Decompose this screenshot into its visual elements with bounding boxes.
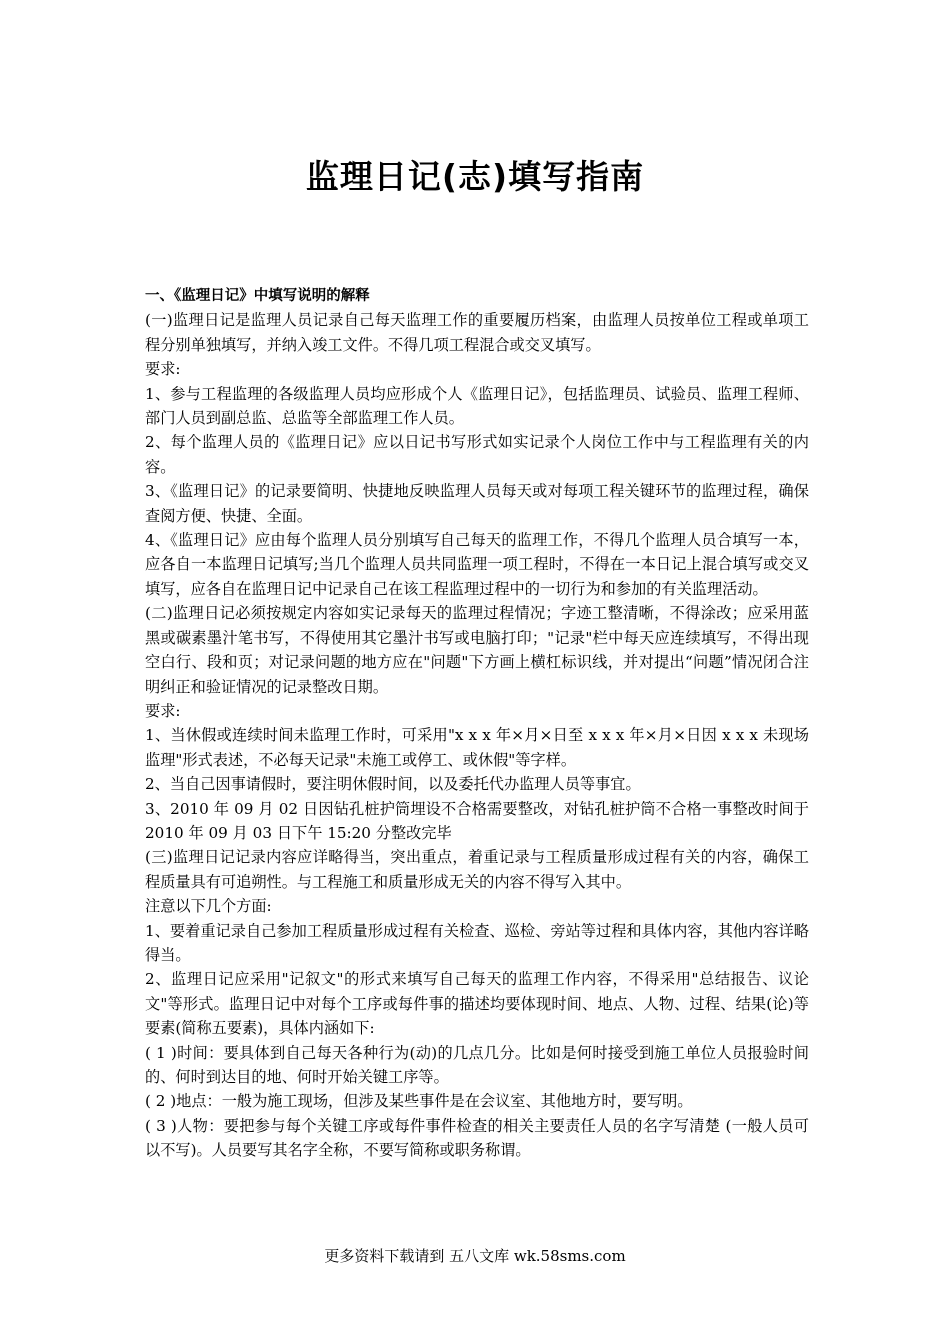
paragraph: 3、《监理日记》的记录要简明、快捷地反映监理人员每天或对每项工程关键环节的监理过程，确保查阅方便、快捷、全面。 xyxy=(145,482,809,525)
paragraph: ( 3 )人物：要把参与每个关键工序或每件事件检查的相关主要责任人员的名字写清楚 (一般人员可以不写)。人员要写其名字全称，不要写简称或职务称谓。 xyxy=(145,1116,809,1160)
paragraph: (一)监理日记是监理人员记录自己每天监理工作的重要履历档案，由监理人员按单位工程或单项工程分别单独填写，并纳入竣工文件。不得几项工程混合或交叉填写。 xyxy=(145,311,809,354)
paragraph: 4、《监理日记》应由每个监理人员分别填写自己每天的监理工作，不得几个监理人员合填写一本，应各自一本监理日记填写;当几个监理人员共同监理一项工程时，不得在一本日记上混合填写或交叉填写，应各自在监理日记中记录自己在该工程监理过程中的一切行为和参加的有关监理活动。 xyxy=(145,531,809,598)
paragraph: ( 1 )时间：要具体到自己每天各种行为(动)的几点几分。比如是何时接受到施工单位人员报验时间的、何时到达目的地、何时开始关键工序等。 xyxy=(145,1043,809,1086)
paragraph: 3、2010 年 09 月 02 日因钻孔桩护筒埋设不合格需要整改，对钻孔桩护筒不合格一事整改时间于 2010 年 09 月 03 日下午 15:20 分整改完毕 xyxy=(145,799,809,842)
paragraph: 2、每个监理人员的《监理日记》应以日记书写形式如实记录个人岗位工作中与工程监理有关的内容。 xyxy=(145,433,809,476)
document-title: 监理日记(志)填写指南 xyxy=(305,157,645,196)
document-body xyxy=(145,284,809,1163)
paragraph: 要求: xyxy=(145,360,181,379)
paragraph: 2、监理日记应采用"记叙文"的形式来填写自己每天的监理工作内容，不得采用"总结报告、议论文"等形式。监理日记中对每个工序或每件事的描述均要体现时间、地点、人物、过程、结果(论)等要素(简称五要素)，具体内涵如下: xyxy=(145,970,809,1038)
paragraph: ( 2 )地点：一般为施工现场，但涉及某些事件是在会议室、其他地方时，要写明。 xyxy=(145,1092,693,1111)
paragraph: (三)监理日记记录内容应详略得当，突出重点，着重记录与工程质量形成过程有关的内容，确保工程质量具有可追朔性。与工程施工和质量形成无关的内容不得写入其中。 xyxy=(145,848,809,891)
paragraph: (二)监理日记必须按规定内容如实记录每天的监理过程情况；字迹工整清晰，不得涂改；应采用蓝黑或碳素墨汁笔书写，不得使用其它墨汁书写或电脑打印；"记录"栏中每天应连续填写，不得出现空白行、段和页；对记录问题的地方应在"问题"下方画上横杠标识线，并对提出“问题”情况闭合注明纠正和验证情况的记录整改日期。 xyxy=(145,604,809,696)
paragraph: 1、当休假或连续时间未监理工作时，可采用"x x x 年×月×日至 x x x 年×月×日因 x x x 未现场监理"形式表述，不必每天记录"未施工或停工、或休假"等字样。 xyxy=(145,726,809,769)
footer-download-link[interactable]: 更多资料下载请到 五八文库 wk.58sms.com xyxy=(324,1247,626,1265)
paragraph: 注意以下几个方面: xyxy=(145,897,272,916)
paragraph: 1、要着重记录自己参加工程质量形成过程有关检查、巡检、旁站等过程和具体内容，其他内容详略得当。 xyxy=(145,921,809,964)
section-heading: 一、《监理日记》中填写说明的解释 xyxy=(145,288,370,304)
paragraph: 2、当自己因事请假时，要注明休假时间，以及委托代办监理人员等事宜。 xyxy=(145,775,641,794)
paragraph: 要求: xyxy=(145,701,181,720)
paragraph: 1、参与工程监理的各级监理人员均应形成个人《监理日记》，包括监理员、试验员、监理工程师、部门人员到副总监、总监等全部监理工作人员。 xyxy=(145,384,809,428)
